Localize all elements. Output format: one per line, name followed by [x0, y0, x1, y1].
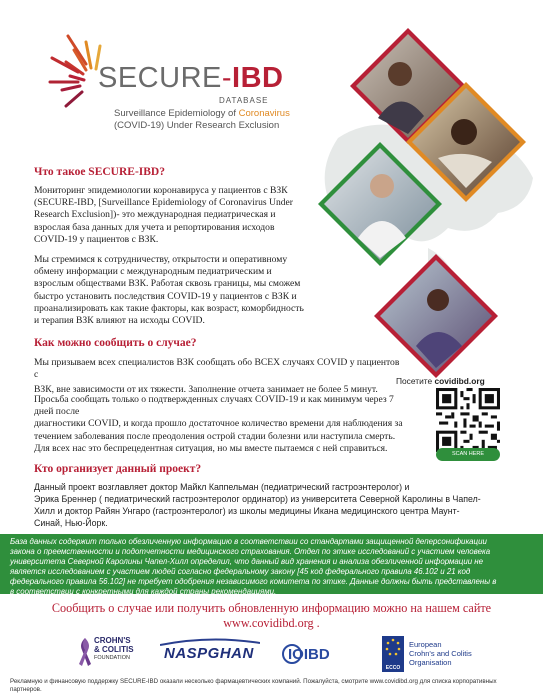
text-line: Для всех нас это беспрецедентная ситуация, но мы вместе пытаемся с ней справиться. — [34, 442, 388, 454]
text-line: партнеров. — [10, 686, 42, 693]
logo-sub-line2: (COVID-19) Under Research Exclusion — [114, 120, 280, 131]
how-to-report-paragraph-2 — [34, 394, 424, 455]
sponsorship-note — [10, 678, 535, 694]
how-to-report-heading: Как можно сообщить о случае? — [34, 337, 197, 349]
qr-code[interactable] — [436, 388, 500, 452]
text-line: Мы призываем всех специалистов ВЗК сообщать обо ВСЕХ случаях COVID у пациентов с — [34, 357, 400, 381]
ccf-text-line: FOUNDATION — [94, 655, 130, 661]
logo-title-ibd: IBD — [232, 62, 284, 94]
text-line: проанализировать как такие факторы, как возраст, коморбидность — [34, 302, 304, 314]
report-cta — [0, 601, 543, 631]
text-line: и терапия ВЗК влияют на исходы COVID. — [34, 315, 205, 327]
ecco-flag-icon — [382, 636, 404, 672]
text-line: закона о преемственности и подотчетности медицинского страхования. Отдел по этике исследований с участием человека — [10, 546, 491, 556]
text-line: Просьба сообщать только о подтвержденных случаях COVID-19 и как минимум через 7 — [34, 394, 394, 405]
text-line: дней после — [34, 406, 80, 418]
text-line: диагностики COVID, и когда прошло достаточное количество времени для наблюдения за — [34, 418, 403, 430]
ecco-text-line: Organisation — [409, 658, 452, 667]
text-line: Мы стремимся к сотрудничеству, открытости и оперативному — [34, 254, 288, 265]
text-line: Синай, Нью-Йорк. — [34, 518, 108, 528]
logo-subtitle — [114, 108, 290, 132]
logo-sub-highlight: Coronavirus — [238, 108, 290, 119]
visit-label — [396, 376, 485, 386]
ccf-ribbon-icon — [78, 636, 92, 668]
ccf-text-line: CROHN'S — [94, 636, 131, 645]
ecco-text-line: European — [409, 640, 442, 649]
what-is-paragraph-1 — [34, 185, 314, 246]
text-line: COVID-19 у пациентов с ВЗК. — [34, 233, 159, 245]
report-cta-text: Сообщить о случае или получить обновленную информацию можно на нашем сайте — [51, 601, 492, 615]
text-line: обмену информации с международным педиатрическим и — [34, 266, 272, 278]
text-line: в соответствии с конкретными для каждой страны рекомендациями. — [10, 586, 277, 596]
text-line: Хилл и доктор Райян Унгаро (гастроэнтеролог) из школы медицины Икана медицинского центра Маунт- — [34, 506, 460, 516]
logo-sub-part: Surveillance Epidemiology of — [114, 108, 239, 119]
text-line: Мониторинг эпидемиологии коронавируса у пациентов с ВЗК — [34, 185, 288, 196]
text-line: ВЗК, вне зависимости от их тяжести. Заполнение отчета занимает не более 5 минут. — [34, 384, 378, 396]
text-line: взрослая база данных для учета и репортирования исходов — [34, 221, 275, 233]
qr-code-icon — [436, 388, 500, 452]
naspghan-logo — [160, 638, 260, 672]
text-line: течением заболевания после преодоления острой стадии болезни или наступила смерть. — [34, 430, 396, 442]
visit-url-link[interactable]: covidibd.org — [434, 376, 485, 386]
logo-title-secure: SECURE — [98, 62, 222, 94]
what-is-heading: Что такое SECURE-IBD? — [34, 166, 165, 178]
text-line: (SECURE-IBD, [Surveillance Epidemiology of Coronavirus Under — [34, 197, 293, 209]
ecco-stars-icon — [382, 636, 404, 662]
ecco-text-line: Crohn's and Colitis — [409, 649, 472, 658]
photo-collage — [278, 28, 543, 388]
logo-title-dash: - — [221, 62, 233, 94]
text-line: взрослым обществами ВЗК. Работая сквозь границы, мы сможем — [34, 278, 301, 290]
logo-database-label: DATABASE — [219, 96, 269, 105]
visit-text: Посетите — [396, 376, 435, 386]
how-to-report-paragraph-1 — [34, 357, 404, 397]
text-line: База данных содержит только обезличенную информацию в соответствии со стандартами защищенной деперсонификации — [10, 537, 487, 546]
text-line: Рекламную и финансовую поддержку SECURE-IBD оказали несколько фармацевтических компаний. Пожалуйста, смотрите www.covidibd.org для списка корпоративных — [10, 678, 497, 685]
text-line: быстро установить последствия COVID-19 у пациентов с ВЗК и — [34, 290, 297, 302]
photo-diamonds — [278, 28, 543, 388]
organizers-heading: Кто организует данный проект? — [34, 463, 202, 475]
text-line: является исследованием с участием людей согласно федеральному закону [45 код федерального правила 46.102 и 21 код — [10, 566, 471, 576]
ioibd-logo — [282, 640, 362, 670]
ccf-text-line: & COLITIS — [94, 645, 134, 654]
text-line: федерального правила 56.102] не требует одобрения независимого комитета по этике. Данные должны быть представлены в — [10, 576, 497, 586]
text-line: Эрика Бреннер ( педиатрический гастроэнтеролог ординатор) из университета Северной Каролины в Чапел- — [34, 494, 481, 504]
disclaimer-text — [10, 537, 533, 596]
report-cta-url-link[interactable]: www.covidibd.org . — [223, 616, 320, 630]
scan-here-button[interactable]: SCAN HERE — [436, 448, 500, 461]
what-is-paragraph-2 — [34, 254, 334, 327]
organizers-paragraph — [34, 481, 534, 529]
crohns-colitis-foundation-logo — [78, 632, 138, 676]
ioibd-text: IOIBD — [288, 646, 330, 663]
text-line: Данный проект возглавляет доктор Майкл Каппельман (педиатрический гастроэнтеролог) и — [34, 482, 410, 492]
text-line: университета Северной Каролины Чапел-Хилл определил, что данный вид хранения и анализа обезличенной информации не — [10, 556, 484, 566]
ecco-logo — [382, 636, 492, 676]
ecco-short-text: ECCO — [385, 665, 401, 671]
text-line: Research Exclusion])- это международная педиатрическая и — [34, 209, 276, 221]
logo-title — [98, 62, 283, 95]
secure-ibd-logo — [30, 20, 290, 140]
disclaimer-banner — [0, 534, 543, 594]
naspghan-text: NASPGHAN — [164, 645, 254, 662]
